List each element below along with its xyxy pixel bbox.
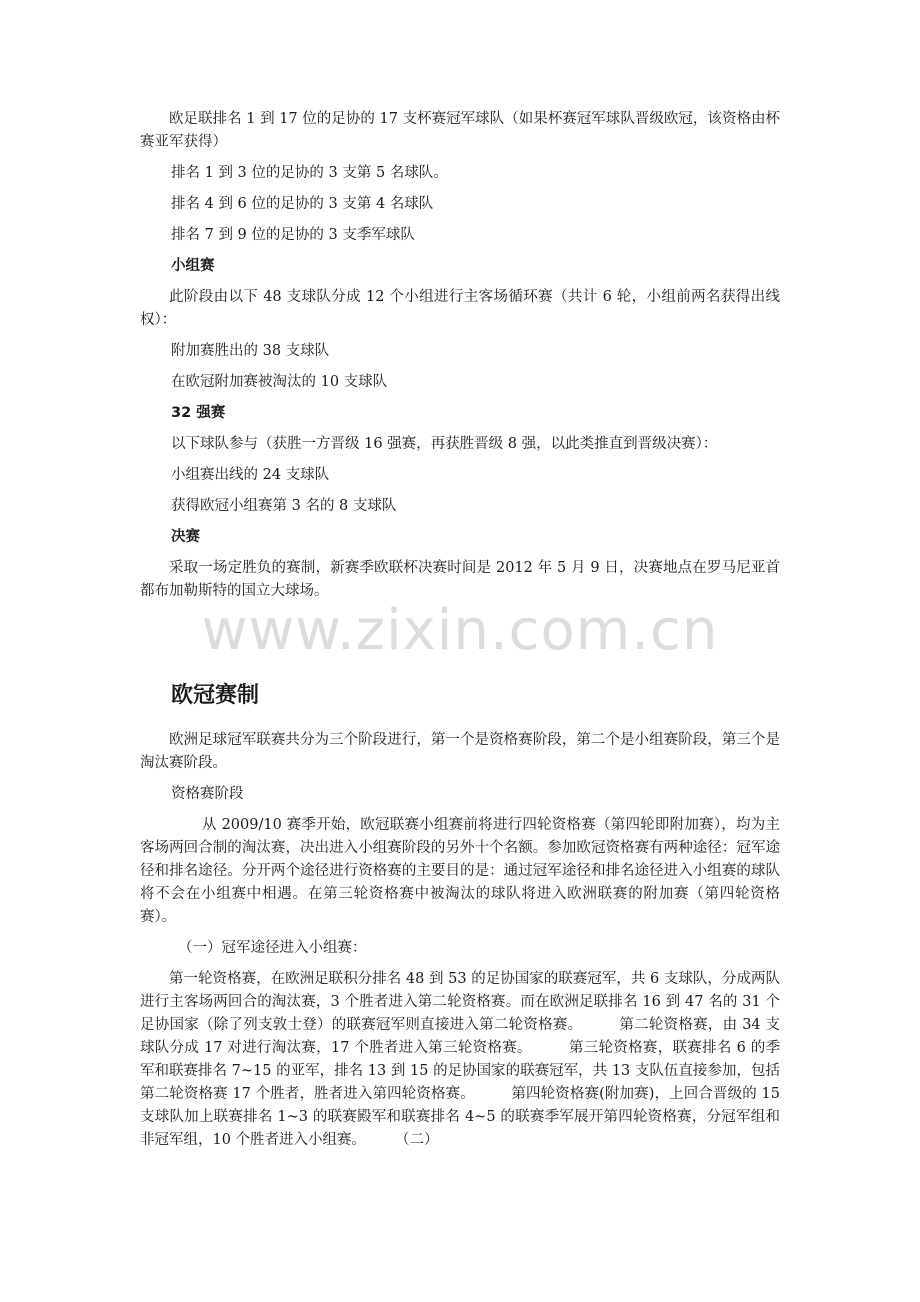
paragraph-round-of-32: 以下球队参与（获胜一方晋级 16 强赛，再获胜晋级 8 强，以此类推直到晋级决赛）： — [171, 436, 718, 452]
list-item-group-qualifiers: 小组赛出线的 24 支球队 — [171, 467, 330, 483]
section-title-ucl-format: 欧冠赛制 — [171, 683, 260, 708]
paragraph-group-stage: 此阶段由以下 48 支球队分成 12 个小组进行主客场循环赛（共计 6 轮，小组前两名获得出线权）： — [140, 289, 780, 328]
list-item-ucl-eliminated: 在欧冠附加赛被淘汰的 10 支球队 — [171, 374, 388, 390]
list-item-ucl-third-place: 获得欧冠小组赛第 3 名的 8 支球队 — [171, 498, 397, 514]
paragraph-final: 采取一场定胜负的赛制，新赛季欧联杯决赛时间是 2012 年 5 月 9 日，决赛地点在罗马尼亚首都布加勒斯特的国立大球场。 — [140, 560, 780, 599]
paragraph-ucl-intro: 欧洲足球冠军联赛共分为三个阶段进行，第一个是资格赛阶段，第二个是小组赛阶段，第三个是淘汰赛阶段。 — [140, 732, 780, 771]
heading-round-of-32: 32 强赛 — [171, 405, 226, 421]
heading-final: 决赛 — [171, 529, 200, 545]
watermark: www.zixin.com.cn — [201, 598, 719, 663]
list-item-rank-1-3: 排名 1 到 3 位的足协的 3 支第 5 名球队。 — [171, 165, 448, 181]
list-item-rank-7-9: 排名 7 到 9 位的足协的 3 支季军球队 — [171, 227, 415, 243]
label-champions-path: （一）冠军途径进入小组赛： — [178, 940, 367, 956]
label-qualifying-stage: 资格赛阶段 — [171, 786, 244, 802]
paragraph-qualifying-stage: 从 2009/10 赛季开始，欧冠联赛小组赛前将进行四轮资格赛（第四轮即附加赛），均为主客场两回合制的淘汰赛，决出进入小组赛阶段的另外十个名额。参加欧冠资格赛有两种途径：冠军途径和排名途径。分开两个途径进行资格赛的主要目的是：通过冠军途径和排名途径进入小组赛的球队将不会在小组赛中相遇。在第三轮资格赛中被淘汰的球队将进入欧洲联赛的附加赛（第四轮资格赛）。 — [140, 817, 780, 925]
list-item-rank-4-6: 排名 4 到 6 位的足协的 3 支第 4 名球队 — [171, 196, 434, 212]
list-item-playoff-winners: 附加赛胜出的 38 支球队 — [171, 343, 330, 359]
document-page — [140, 108, 780, 1152]
heading-group-stage: 小组赛 — [171, 258, 215, 274]
paragraph-cup-winners: 欧足联排名 1 到 17 位的足协的 17 支杯赛冠军球队（如果杯赛冠军球队晋级欧冠，该资格由杯赛亚军获得） — [140, 111, 780, 150]
paragraph-champions-path: 第一轮资格赛，在欧洲足联积分排名 48 到 53 的足协国家的联赛冠军，共 6 支球队，分成两队进行主客场两回合的淘汰赛，3 个胜者进入第二轮资格赛。而在欧洲足联排名 16 到 47 名的 31 个足协国家（除了列支敦士登）的联赛冠军则直接进入第二轮资格赛。 第二轮资格赛，由 34 支球队分成 17 对进行淘汰赛，17 个胜者进入第三轮资格赛。 第三轮资格赛，联赛排名 6 的季军和联赛排名 7~15 的亚军，排名 13 到 15 的足协国家的联赛冠军，共 13 支队伍直接参加，包括第二轮资格赛 17 个胜者，胜者进入第四轮资格赛。 第四轮资格赛(附加赛)，上回合晋级的 15 支球队加上联赛排名 1~3 的联赛殿军和联赛排名 4~5 的联赛季军展开第四轮资格赛，分冠军组和非冠军组，10 个胜者进入小组赛。 （二） — [140, 971, 780, 1148]
